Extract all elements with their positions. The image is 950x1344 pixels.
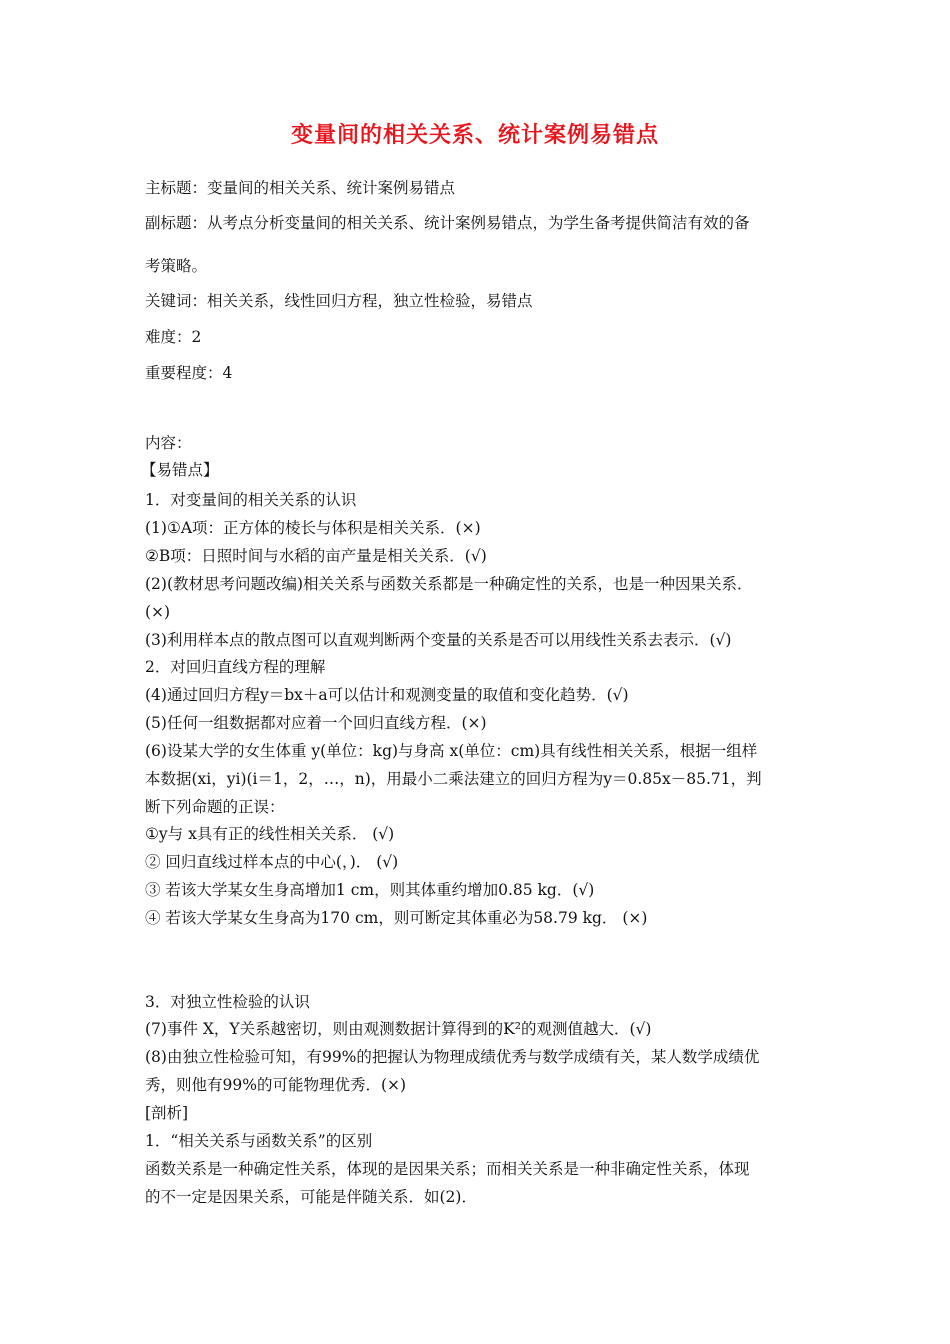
subtitle-line-1: 副标题：从考点分析变量间的相关关系、统计案例易错点，为学生备考提供简洁有效的备	[145, 214, 750, 232]
item-2b: (×)	[145, 603, 171, 621]
item-5: (5)任何一组数据都对应着一个回归直线方程．(×)	[145, 714, 487, 732]
sub-item-2: ② 回归直线过样本点的中心(，)． (√)	[145, 853, 399, 871]
item-3: (3)利用样本点的散点图可以直观判断两个变量的关系是否可以用线性关系去表示．(√)	[145, 631, 732, 649]
analysis-text-2: 的不一定是因果关系，可能是伴随关系．如(2)．	[145, 1188, 477, 1206]
item-1b: ②B项：日照时间与水稻的亩产量是相关关系．(√)	[145, 547, 487, 565]
section1-heading: 1．对变量间的相关关系的认识	[145, 491, 357, 509]
sub-item-4: ④ 若该大学某女生身高为170 cm，则可断定其体重必为58.79 kg． (×)	[145, 909, 648, 927]
analysis-label: [剖析]	[145, 1104, 189, 1122]
item-6a: (6)设某大学的女生体重 y(单位：kg)与身高 x(单位：cm)具有线性相关关系，根据一组样	[145, 742, 758, 760]
item-1a: (1)①A项：正方体的棱长与体积是相关关系．(×)	[145, 519, 481, 537]
document-title: 变量间的相关关系、统计案例易错点	[290, 123, 659, 148]
subtitle-line-2: 考策略。	[145, 257, 208, 275]
content-label: 内容：	[145, 434, 192, 452]
item-6b: 本数据(xi，yi)(i＝1，2，…，n)，用最小二乘法建立的回归方程为y＝0.85x－85.71，判	[145, 770, 762, 788]
keywords-line: 关键词：相关关系，线性回归方程，独立性检验，易错点	[145, 292, 533, 310]
difficulty-line: 难度：2	[145, 328, 202, 346]
main-title-line: 主标题：变量间的相关关系、统计案例易错点	[145, 179, 456, 197]
analysis-text-1: 函数关系是一种确定性关系，体现的是因果关系；而相关关系是一种非确定性关系，体现	[145, 1160, 750, 1178]
importance-line: 重要程度：4	[145, 364, 233, 382]
sub-item-1: ①y与 x具有正的线性相关关系． (√)	[145, 825, 395, 843]
error-header: 【易错点】	[141, 461, 219, 479]
item-4: (4)通过回归方程y＝bx＋a可以估计和观测变量的取值和变化趋势．(√)	[145, 686, 629, 704]
item-7: (7)事件 X，Y关系越密切，则由观测数据计算得到的K²的观测值越大．(√)	[145, 1020, 652, 1038]
item-8b: 秀，则他有99%的可能物理优秀．(×)	[145, 1076, 407, 1094]
section3-heading: 3．对独立性检验的认识	[145, 993, 310, 1011]
section2-heading: 2．对回归直线方程的理解	[145, 658, 326, 676]
item-8a: (8)由独立性检验可知，有99%的把握认为物理成绩优秀与数学成绩有关，某人数学成绩优	[145, 1048, 760, 1066]
sub-item-3: ③ 若该大学某女生身高增加1 cm，则其体重约增加0.85 kg．(√)	[145, 881, 595, 899]
item-6c: 断下列命题的正误：	[145, 798, 285, 816]
item-2a: (2)(教材思考问题改编)相关关系与函数关系都是一种确定性的关系，也是一种因果关系．	[145, 575, 753, 593]
analysis-heading: 1．“相关关系与函数关系”的区别	[145, 1132, 373, 1150]
